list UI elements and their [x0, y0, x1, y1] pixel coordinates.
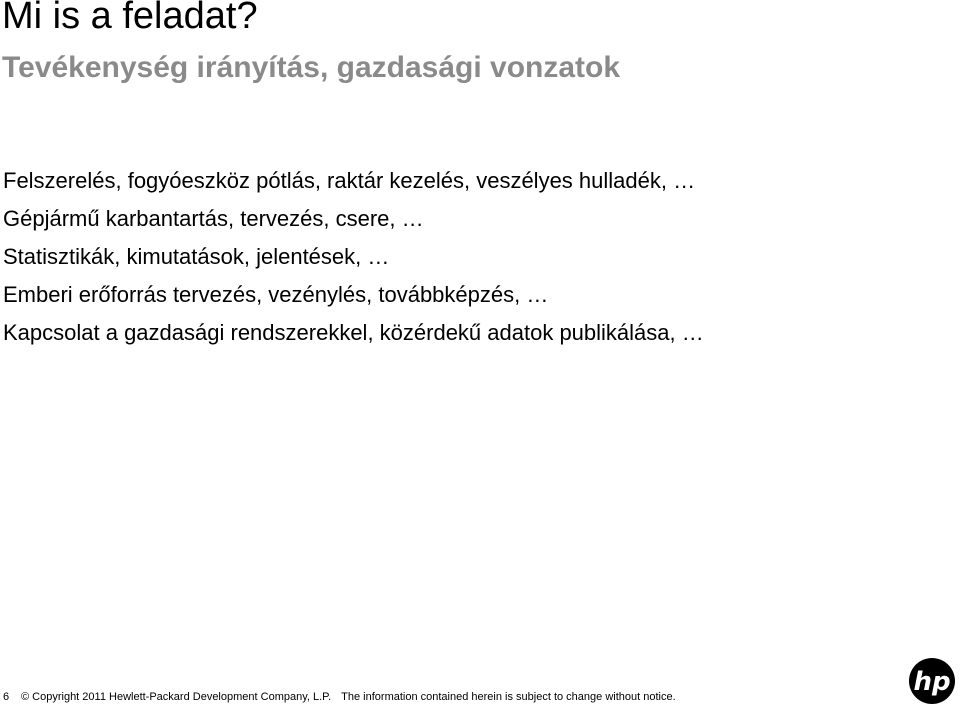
- bullet-item: Felszerelés, fogyóeszköz pótlás, raktár kezelés, veszélyes hulladék, …: [3, 168, 696, 193]
- hp-logo-icon: [908, 657, 956, 705]
- bullet-list: [3, 162, 704, 352]
- bullet-item: Gépjármű karbantartás, tervezés, csere, …: [3, 206, 424, 231]
- page-number: 6: [3, 691, 10, 703]
- slide-footer: [3, 690, 676, 704]
- slide-title: Mi is a feladat?: [2, 0, 258, 37]
- bullet-item: Emberi erőforrás tervezés, vezénylés, továbbképzés, …: [3, 282, 549, 307]
- bullet-item: Kapcsolat a gazdasági rendszerekkel, közérdekű adatok publikálása, …: [3, 320, 704, 345]
- logo-text: hp: [913, 667, 951, 697]
- bullet-item: Statisztikák, kimutatások, jelentések, …: [3, 244, 390, 269]
- disclaimer-text: The information contained herein is subject to change without notice.: [341, 691, 676, 703]
- copyright-text: © Copyright 2011 Hewlett-Packard Development Company, L.P.: [21, 691, 332, 703]
- slide-subtitle: Tevékenység irányítás, gazdasági vonzatok: [2, 51, 621, 84]
